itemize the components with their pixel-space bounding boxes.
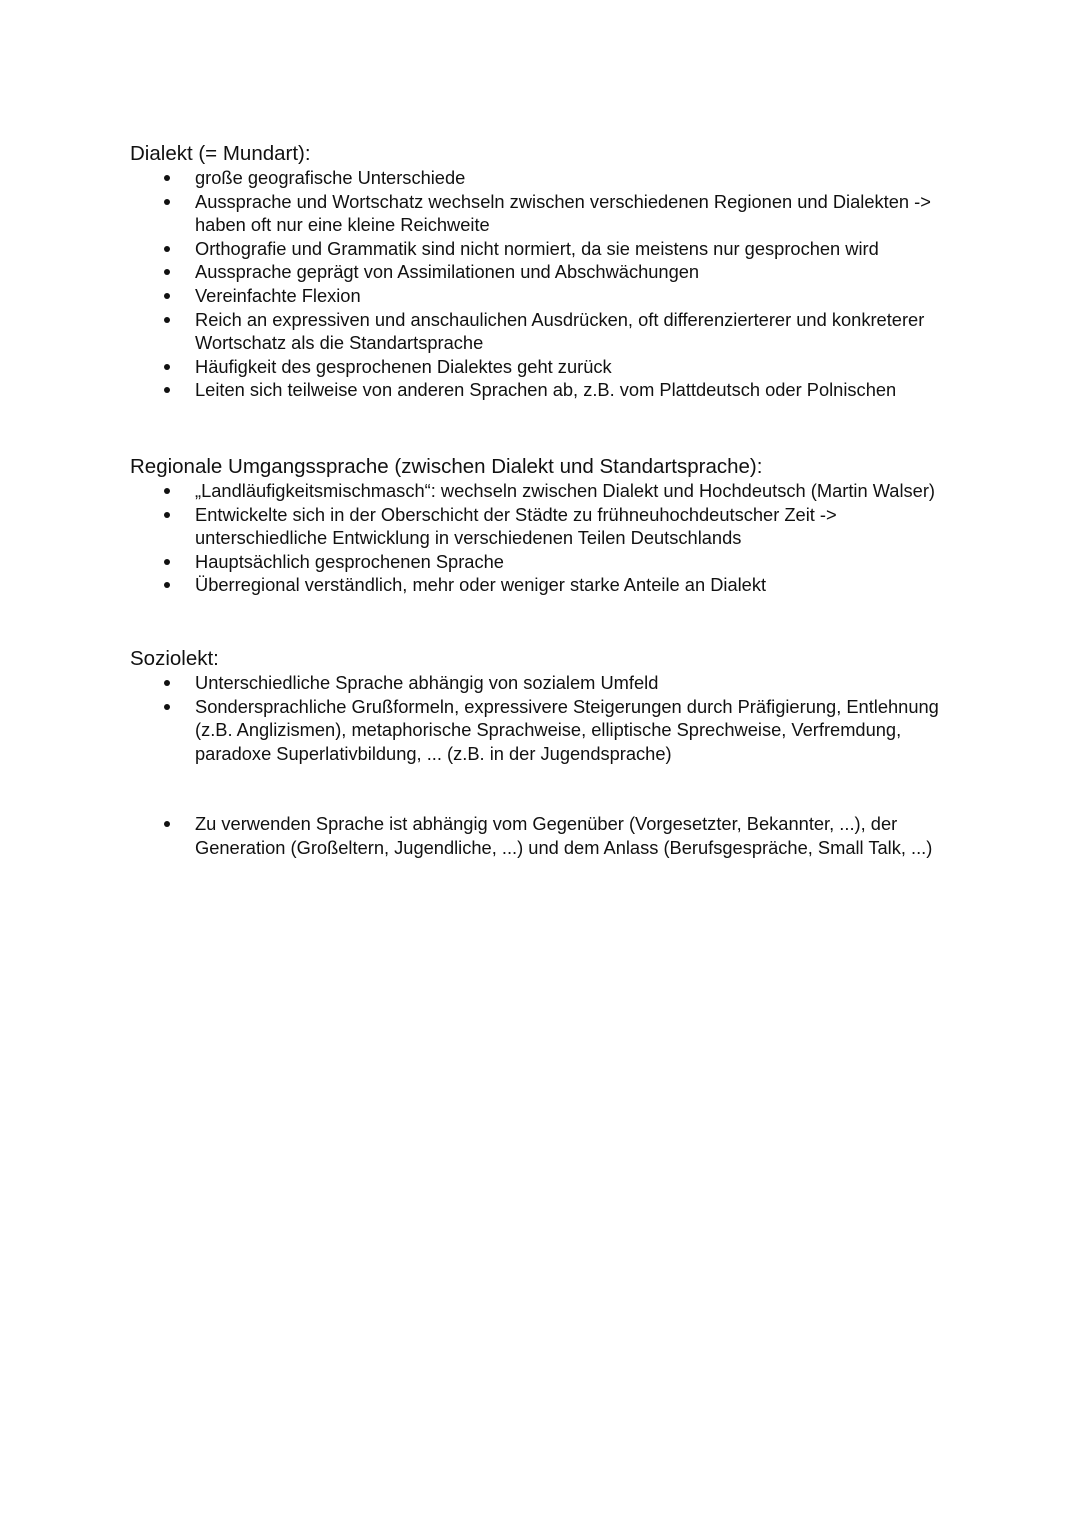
list-item-text: Überregional verständlich, mehr oder weniger starke Anteile an Dialekt [195, 574, 767, 596]
bullet-list [130, 479, 960, 597]
bullet-icon [164, 559, 170, 565]
list-item-text: Zu verwenden Sprache ist abhängig vom Gegenüber (Vorgesetzter, Bekannter, ...), der Generation (Großeltern, Jugendliche, ...) und dem Anlass (Berufsgespräche, Small Talk, ...) [195, 813, 933, 858]
section-heading: Regionale Umgangssprache (zwischen Dialekt und Standartsprache): [130, 455, 763, 478]
list-item-text: Unterschiedliche Sprache abhängig von sozialem Umfeld [195, 672, 659, 693]
bullet-icon [164, 269, 170, 275]
list-item [130, 503, 960, 550]
bullet-icon [164, 387, 170, 393]
bullet-icon [164, 488, 170, 494]
list-item [130, 190, 960, 237]
list-item [130, 550, 960, 574]
list-item-text: Hauptsächlich gesprochenen Sprache [195, 550, 504, 572]
bullet-list [130, 166, 960, 402]
bullet-icon [164, 293, 170, 299]
list-item [130, 479, 960, 503]
bullet-icon [164, 317, 170, 323]
section-regionale-umgangssprache [130, 455, 960, 597]
list-item-text: Entwickelte sich in der Oberschicht der Städte zu frühneuhochdeutscher Zeit -> unterschiedliche Entwicklung in verschiedenen Teilen Deutschlands [195, 503, 837, 549]
list-item-text: Aussprache und Wortschatz wechseln zwischen verschiedenen Regionen und Dialekten -> haben oft nur eine kleine Reichweite [195, 190, 931, 236]
list-item-text: Häufigkeit des gesprochenen Dialektes geht zurück [195, 355, 612, 377]
list-item [130, 284, 960, 308]
bullet-list [130, 671, 960, 860]
list-item [130, 695, 960, 766]
bullet-icon [164, 821, 170, 827]
list-item-text: große geografische Unterschiede [195, 167, 466, 188]
list-item-text: Orthografie und Grammatik sind nicht normiert, da sie meistens nur gesprochen wird [195, 237, 879, 259]
bullet-icon [164, 175, 170, 181]
bullet-icon [164, 582, 170, 588]
section-soziolekt [130, 647, 960, 860]
list-item [130, 812, 960, 859]
bullet-icon [164, 199, 170, 205]
section-heading: Dialekt (= Mundart): [130, 142, 311, 165]
list-item-text: „Landläufigkeitsmischmasch“: wechseln zwischen Dialekt und Hochdeutsch (Martin Walser) [195, 480, 936, 501]
section-heading: Soziolekt: [130, 647, 219, 670]
bullet-icon [164, 364, 170, 370]
list-item [130, 671, 960, 695]
list-item [130, 166, 960, 190]
list-item [130, 378, 960, 402]
section-dialekt [130, 142, 960, 402]
list-item-text: Reich an expressiven und anschaulichen Ausdrücken, oft differenzierterer und konkreterer Wortschatz als die Standartsprache [195, 308, 925, 354]
list-item-text: Aussprache geprägt von Assimilationen und Abschwächungen [195, 261, 700, 283]
list-item [130, 260, 960, 284]
list-item [130, 355, 960, 379]
list-item [130, 237, 960, 261]
bullet-icon [164, 246, 170, 252]
list-item-text: Vereinfachte Flexion [195, 284, 361, 306]
list-item-text: Leiten sich teilweise von anderen Sprachen ab, z.B. vom Plattdeutsch oder Polnischen [195, 379, 897, 401]
list-item [130, 308, 960, 355]
bullet-icon [164, 704, 170, 710]
list-item-text: Sondersprachliche Grußformeln, expressivere Steigerungen durch Präfigierung, Entlehnung (z.B. Anglizismen), metaphorische Sprachweise, elliptische Sprechweise, Verfremdung, paradoxe Superlativbildung, ... (z.B. in der Jugendsprache) [195, 695, 939, 764]
list-item [130, 573, 960, 597]
bullet-icon [164, 512, 170, 518]
bullet-icon [164, 680, 170, 686]
